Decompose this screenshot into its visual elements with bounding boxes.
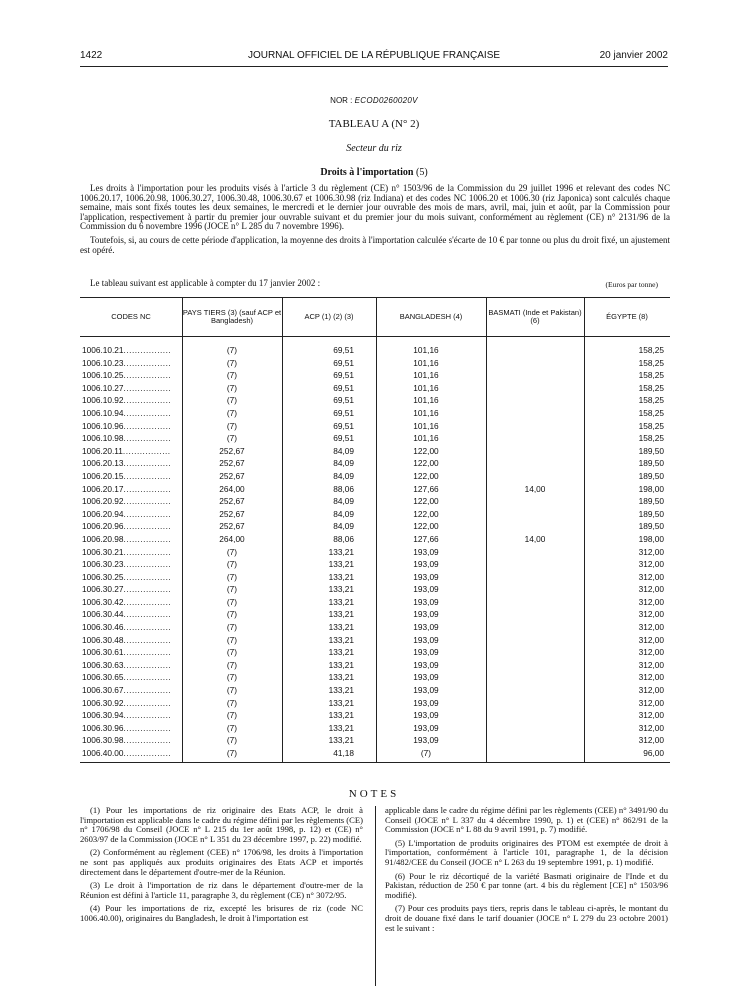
cell-egypt: 312,00 bbox=[638, 634, 664, 645]
intro-paragraph: Les droits à l'importation pour les produits visés à l'article 3 du règlement (CE) n° 1503/96 de la Commission du 29 juillet 1996 et relevant des codes NC 1006.20.17, 1006.20.98, 1006.30.27, 1006.30.48, 1006.30.67 et 1006.30.98 (riz Indiana) et des codes NC 1006.20 et 1006.30 (riz Japonica) sont calculés chaque semaine, mais sont fixés toutes les deux semaines, le mercredi et le dernier jour ouvrable des mois de mars, avril, mai, juin et août, par la Commission pour l'application, respectivement à partir du premier jour ouvrable suivant et du premier jour du mois suivant, conformément au règlement (CE) n° 2131/96 de la Commission du 6 novembre 1996 (JOCE n° L 285 du 7 novembre 1996). bbox=[80, 183, 670, 232]
cell-acp: 133,21 bbox=[328, 596, 354, 607]
table-intro-row bbox=[80, 278, 670, 288]
cell-egypt: 189,50 bbox=[638, 470, 664, 481]
cell-egypt: 198,00 bbox=[638, 483, 664, 494]
table-row bbox=[80, 709, 670, 722]
cell-third-countries: (7) bbox=[226, 584, 238, 595]
table-row bbox=[80, 734, 670, 747]
cell-code: 1006.10.92 ..... bbox=[82, 394, 170, 407]
section-heading bbox=[0, 167, 748, 178]
cell-third-countries: (7) bbox=[226, 672, 238, 683]
notes-title: NOTES bbox=[348, 788, 400, 800]
cell-acp: 88,06 bbox=[333, 483, 354, 494]
cell-third-countries: (7) bbox=[226, 622, 238, 633]
table-row bbox=[80, 470, 670, 483]
section-note: (5) bbox=[413, 167, 428, 178]
cell-egypt: 312,00 bbox=[638, 735, 664, 746]
cell-acp: 69,51 bbox=[333, 370, 354, 381]
table-row bbox=[80, 722, 670, 735]
cell-third-countries: (7) bbox=[226, 407, 238, 418]
cell-code: 1006.30.23 ..... bbox=[82, 558, 170, 571]
cell-egypt: 312,00 bbox=[638, 559, 664, 570]
cell-bangladesh: 193,09 bbox=[413, 571, 439, 582]
cell-code: 1006.20.15 ..... bbox=[82, 470, 170, 483]
cell-acp: 84,09 bbox=[333, 470, 354, 481]
cell-acp: 69,51 bbox=[333, 395, 354, 406]
cell-code: 1006.30.92 ..... bbox=[82, 697, 170, 710]
cell-bangladesh: 101,16 bbox=[413, 357, 439, 368]
table-row bbox=[80, 407, 670, 420]
cell-third-countries: (7) bbox=[226, 609, 238, 620]
cell-acp: 84,09 bbox=[333, 458, 354, 469]
cell-acp: 69,51 bbox=[333, 433, 354, 444]
col-header-basmati: BASMATI (Inde et Pakistan) (6) bbox=[488, 308, 582, 325]
cell-acp: 133,21 bbox=[328, 647, 354, 658]
cell-code: 1006.30.44 ..... bbox=[82, 608, 170, 621]
notes-right-column bbox=[385, 806, 668, 937]
cell-acp: 41,18 bbox=[333, 748, 354, 758]
cell-code: 1006.20.92 ..... bbox=[82, 495, 170, 508]
cell-egypt: 312,00 bbox=[638, 596, 664, 607]
cell-bangladesh: (7) bbox=[420, 748, 432, 758]
cell-third-countries: (7) bbox=[226, 735, 238, 746]
cell-bangladesh: 193,09 bbox=[413, 647, 439, 658]
cell-third-countries: (7) bbox=[226, 420, 238, 431]
cell-code: 1006.30.67 ..... bbox=[82, 684, 170, 697]
cell-egypt: 312,00 bbox=[638, 722, 664, 733]
cell-acp: 69,51 bbox=[333, 357, 354, 368]
cell-acp: 84,09 bbox=[333, 521, 354, 532]
table-intro: Le tableau suivant est applicable à compter du 17 janvier 2002 : bbox=[90, 278, 321, 288]
cell-code: 1006.10.27 ..... bbox=[82, 382, 170, 395]
cell-acp: 69,51 bbox=[333, 345, 354, 355]
cell-third-countries: (7) bbox=[226, 382, 238, 393]
cell-egypt: 189,50 bbox=[638, 445, 664, 456]
table-row bbox=[80, 357, 670, 370]
cell-bangladesh: 193,09 bbox=[413, 634, 439, 645]
table-row bbox=[80, 659, 670, 672]
cell-acp: 133,21 bbox=[328, 634, 354, 645]
cell-bangladesh: 122,00 bbox=[413, 458, 439, 469]
cell-third-countries: (7) bbox=[226, 395, 238, 406]
cell-third-countries: (7) bbox=[226, 748, 238, 758]
cell-acp: 133,21 bbox=[328, 571, 354, 582]
cell-basmati: 14,00 bbox=[524, 533, 546, 544]
cell-third-countries: 252,67 bbox=[219, 496, 245, 507]
table-row bbox=[80, 394, 670, 407]
cell-egypt: 312,00 bbox=[638, 685, 664, 696]
page-number: 1422 bbox=[80, 50, 103, 61]
cell-code: 1006.20.13 ..... bbox=[82, 457, 170, 470]
cell-bangladesh: 193,09 bbox=[413, 722, 439, 733]
cell-third-countries: 252,67 bbox=[219, 508, 245, 519]
cell-third-countries: 252,67 bbox=[219, 458, 245, 469]
cell-acp: 133,21 bbox=[328, 559, 354, 570]
cell-bangladesh: 193,09 bbox=[413, 622, 439, 633]
nor-code: ECOD0260020V bbox=[354, 96, 418, 105]
cell-code: 1006.30.21 ..... bbox=[82, 546, 170, 559]
table-title: TABLEAU A (N° 2) bbox=[328, 118, 420, 130]
cell-bangladesh: 127,66 bbox=[413, 533, 439, 544]
cell-code: 1006.10.23 ..... bbox=[82, 357, 170, 370]
cell-acp: 88,06 bbox=[333, 533, 354, 544]
cell-bangladesh: 122,00 bbox=[413, 496, 439, 507]
cell-bangladesh: 193,09 bbox=[413, 710, 439, 721]
column-divider bbox=[375, 806, 376, 986]
cell-egypt: 312,00 bbox=[638, 584, 664, 595]
cell-bangladesh: 122,00 bbox=[413, 445, 439, 456]
cell-bangladesh: 193,09 bbox=[413, 559, 439, 570]
cell-code: 1006.30.63 ..... bbox=[82, 659, 170, 672]
table-row bbox=[80, 747, 670, 760]
cell-code: 1006.30.94 ..... bbox=[82, 709, 170, 722]
cell-code: 1006.20.96 ..... bbox=[82, 520, 170, 533]
nor-label: NOR : bbox=[330, 96, 355, 105]
cell-bangladesh: 101,16 bbox=[413, 395, 439, 406]
table-row bbox=[80, 495, 670, 508]
cell-code: 1006.20.11 ..... bbox=[82, 445, 170, 458]
cell-egypt: 158,25 bbox=[638, 420, 664, 431]
cell-bangladesh: 193,09 bbox=[413, 609, 439, 620]
cell-third-countries: (7) bbox=[226, 345, 238, 355]
table-row bbox=[80, 432, 670, 445]
cell-third-countries: 264,00 bbox=[219, 533, 245, 544]
cell-code: 1006.30.48 ..... bbox=[82, 634, 170, 647]
cell-bangladesh: 193,09 bbox=[413, 584, 439, 595]
cell-acp: 133,21 bbox=[328, 546, 354, 557]
cell-egypt: 189,50 bbox=[638, 508, 664, 519]
table-row bbox=[80, 382, 670, 395]
note-paragraph: (7) Pour ces produits pays tiers, repris dans le tableau ci-après, le montant du droit de douane fixé dans le tarif douanier (JOCE n° L 279 du 23 octobre 2001) est le suivant : bbox=[385, 903, 668, 933]
table-row bbox=[80, 369, 670, 382]
cell-egypt: 312,00 bbox=[638, 571, 664, 582]
cell-egypt: 312,00 bbox=[638, 672, 664, 683]
cell-code: 1006.30.98 ..... bbox=[82, 734, 170, 747]
cell-egypt: 312,00 bbox=[638, 546, 664, 557]
table-row bbox=[80, 646, 670, 659]
cell-egypt: 189,50 bbox=[638, 496, 664, 507]
cell-egypt: 312,00 bbox=[638, 647, 664, 658]
table-body bbox=[80, 344, 670, 760]
table-row bbox=[80, 445, 670, 458]
cell-third-countries: (7) bbox=[226, 634, 238, 645]
cell-egypt: 96,00 bbox=[643, 748, 664, 758]
issue-date: 20 janvier 2002 bbox=[599, 50, 668, 61]
intro-paragraph: Toutefois, si, au cours de cette période d'application, la moyenne des droits à l'importation calculée s'écarte de 10 € par tonne ou plus du droit fixé, un ajustement est opéré. bbox=[80, 234, 670, 255]
intro-text bbox=[80, 184, 670, 255]
cell-third-countries: (7) bbox=[226, 546, 238, 557]
cell-egypt: 158,25 bbox=[638, 433, 664, 444]
unit-label: (Euros par tonne) bbox=[605, 280, 658, 289]
cell-code: 1006.20.94 ..... bbox=[82, 508, 170, 521]
cell-acp: 133,21 bbox=[328, 735, 354, 746]
cell-code: 1006.20.17 ..... bbox=[82, 483, 170, 496]
cell-acp: 69,51 bbox=[333, 382, 354, 393]
cell-bangladesh: 101,16 bbox=[413, 420, 439, 431]
cell-bangladesh: 122,00 bbox=[413, 508, 439, 519]
import-duties-table bbox=[80, 297, 670, 763]
cell-egypt: 312,00 bbox=[638, 710, 664, 721]
cell-code: 1006.40.00 ..... bbox=[82, 747, 170, 760]
cell-egypt: 158,25 bbox=[638, 382, 664, 393]
note-paragraph: (1) Pour les importations de riz originaire des Etats ACP, le droit à l'importation est applicable dans le cadre du régime défini par les règlements (CE) n° 1706/98 du Conseil (JOCE n° L 215 du 1er août 1998, p. 12) et (CE) n° 2603/97 de la Commission (JOCE n° L 351 du 23 décembre 1997, p. 22) modifié. bbox=[80, 805, 363, 844]
cell-third-countries: 252,67 bbox=[219, 445, 245, 456]
cell-third-countries: (7) bbox=[226, 559, 238, 570]
cell-egypt: 158,25 bbox=[638, 345, 664, 355]
table-row bbox=[80, 457, 670, 470]
table-row bbox=[80, 684, 670, 697]
cell-bangladesh: 122,00 bbox=[413, 470, 439, 481]
cell-third-countries: (7) bbox=[226, 685, 238, 696]
table-row bbox=[80, 671, 670, 684]
cell-egypt: 158,25 bbox=[638, 357, 664, 368]
cell-bangladesh: 101,16 bbox=[413, 382, 439, 393]
table-row bbox=[80, 558, 670, 571]
table-row bbox=[80, 546, 670, 559]
nor-reference bbox=[0, 96, 748, 105]
cell-bangladesh: 101,16 bbox=[413, 407, 439, 418]
cell-acp: 133,21 bbox=[328, 659, 354, 670]
cell-third-countries: (7) bbox=[226, 571, 238, 582]
cell-acp: 133,21 bbox=[328, 609, 354, 620]
cell-egypt: 189,50 bbox=[638, 458, 664, 469]
cell-code: 1006.30.65 ..... bbox=[82, 671, 170, 684]
cell-code: 1006.30.61 ..... bbox=[82, 646, 170, 659]
cell-basmati: 14,00 bbox=[524, 483, 546, 494]
cell-code: 1006.20.98 ..... bbox=[82, 533, 170, 546]
notes-left-column bbox=[80, 806, 363, 928]
table-row bbox=[80, 533, 670, 546]
cell-bangladesh: 127,66 bbox=[413, 483, 439, 494]
cell-bangladesh: 122,00 bbox=[413, 521, 439, 532]
cell-code: 1006.10.98 ..... bbox=[82, 432, 170, 445]
cell-third-countries: (7) bbox=[226, 596, 238, 607]
cell-acp: 133,21 bbox=[328, 722, 354, 733]
cell-code: 1006.30.42 ..... bbox=[82, 596, 170, 609]
cell-acp: 69,51 bbox=[333, 420, 354, 431]
cell-code: 1006.30.25 ..... bbox=[82, 571, 170, 584]
table-row bbox=[80, 508, 670, 521]
cell-third-countries: 264,00 bbox=[219, 483, 245, 494]
cell-bangladesh: 101,16 bbox=[413, 433, 439, 444]
table-row bbox=[80, 583, 670, 596]
cell-acp: 133,21 bbox=[328, 710, 354, 721]
cell-third-countries: (7) bbox=[226, 357, 238, 368]
cell-acp: 84,09 bbox=[333, 496, 354, 507]
cell-acp: 133,21 bbox=[328, 685, 354, 696]
table-row bbox=[80, 520, 670, 533]
table-row bbox=[80, 420, 670, 433]
cell-acp: 133,21 bbox=[328, 584, 354, 595]
cell-egypt: 158,25 bbox=[638, 407, 664, 418]
cell-bangladesh: 193,09 bbox=[413, 659, 439, 670]
cell-acp: 84,09 bbox=[333, 445, 354, 456]
cell-third-countries: (7) bbox=[226, 647, 238, 658]
cell-egypt: 312,00 bbox=[638, 622, 664, 633]
note-paragraph: (2) Conformément au règlement (CEE) n° 1706/98, les droits à l'importation ne sont pas appliqués aux produits originaires des Etats ACP et importés directement dans le département d'outre-mer de la Réunion. bbox=[80, 847, 363, 877]
table-row bbox=[80, 697, 670, 710]
col-header-third-countries: PAYS TIERS (3) (sauf ACP et Bangladesh) bbox=[182, 308, 282, 325]
cell-egypt: 189,50 bbox=[638, 521, 664, 532]
cell-code: 1006.10.21 ..... bbox=[82, 344, 170, 357]
table-row bbox=[80, 634, 670, 647]
table-row bbox=[80, 596, 670, 609]
journal-title: JOURNAL OFFICIEL DE LA RÉPUBLIQUE FRANÇAISE bbox=[247, 50, 501, 61]
cell-code: 1006.10.94 ..... bbox=[82, 407, 170, 420]
cell-third-countries: (7) bbox=[226, 433, 238, 444]
cell-third-countries: 252,67 bbox=[219, 521, 245, 532]
cell-code: 1006.10.25 ..... bbox=[82, 369, 170, 382]
cell-acp: 133,21 bbox=[328, 697, 354, 708]
note-paragraph: (5) L'importation de produits originaires des PTOM est exemptée de droit à l'importation, conformément à l'article 101, paragraphe 1, de la décision 91/482/CEE du Conseil (JOCE n° L 263 du 19 septembre 1991, p. 1) modifié. bbox=[385, 837, 668, 867]
note-paragraph: (3) Le droit à l'importation de riz dans le département d'outre-mer de la Réunion est défini à l'article 11, paragraphe 3, du règlement (CE) n° 3072/95. bbox=[80, 880, 363, 900]
note-paragraph: (6) Pour le riz décortiqué de la variété Basmati originaire de l'Inde et du Pakistan, réduction de 250 € par tonne (art. 4 bis du règlement [CE] n° 1503/96 modifié). bbox=[385, 870, 668, 900]
cell-bangladesh: 193,09 bbox=[413, 735, 439, 746]
table-header bbox=[80, 298, 670, 337]
section-title: Droits à l'importation bbox=[320, 167, 414, 178]
cell-bangladesh: 193,09 bbox=[413, 596, 439, 607]
col-header-bangladesh: BANGLADESH (4) bbox=[399, 312, 463, 321]
cell-bangladesh: 193,09 bbox=[413, 697, 439, 708]
note-paragraph: applicable dans le cadre du régime défini par les règlements (CEE) n° 3491/90 du Conseil (JOCE n° L 337 du 4 décembre 1990, p. 1) et (CEE) n° 862/91 de la Commission (JOCE n° L 88 du 9 avril 1991, p. 7) modifié. bbox=[385, 805, 668, 835]
cell-bangladesh: 193,09 bbox=[413, 546, 439, 557]
cell-egypt: 158,25 bbox=[638, 370, 664, 381]
note-paragraph: (4) Pour les importations de riz, excepté les brisures de riz (code NC 1006.40.00), originaires du Bangladesh, le droit à l'importation est bbox=[80, 903, 363, 923]
cell-acp: 69,51 bbox=[333, 407, 354, 418]
col-header-egypt: ÉGYPTE (8) bbox=[606, 312, 648, 321]
cell-egypt: 158,25 bbox=[638, 395, 664, 406]
cell-code: 1006.30.96 ..... bbox=[82, 722, 170, 735]
cell-bangladesh: 193,09 bbox=[413, 685, 439, 696]
sector-subtitle: Secteur du riz bbox=[346, 143, 402, 154]
cell-bangladesh: 101,16 bbox=[413, 345, 439, 355]
cell-egypt: 312,00 bbox=[638, 697, 664, 708]
cell-third-countries: (7) bbox=[226, 722, 238, 733]
cell-egypt: 312,00 bbox=[638, 659, 664, 670]
cell-third-countries: (7) bbox=[226, 370, 238, 381]
cell-bangladesh: 101,16 bbox=[413, 370, 439, 381]
cell-egypt: 198,00 bbox=[638, 533, 664, 544]
header-rule bbox=[80, 66, 668, 67]
col-header-acp: ACP (1) (2) (3) bbox=[304, 312, 354, 321]
cell-code: 1006.30.46 ..... bbox=[82, 621, 170, 634]
cell-acp: 133,21 bbox=[328, 622, 354, 633]
cell-third-countries: (7) bbox=[226, 697, 238, 708]
cell-third-countries: 252,67 bbox=[219, 470, 245, 481]
cell-code: 1006.30.27 ..... bbox=[82, 583, 170, 596]
table-row bbox=[80, 608, 670, 621]
table-row bbox=[80, 483, 670, 496]
cell-acp: 133,21 bbox=[328, 672, 354, 683]
table-row bbox=[80, 344, 670, 357]
cell-egypt: 312,00 bbox=[638, 609, 664, 620]
table-row bbox=[80, 571, 670, 584]
cell-code: 1006.10.96 ..... bbox=[82, 420, 170, 433]
cell-acp: 84,09 bbox=[333, 508, 354, 519]
table-row bbox=[80, 621, 670, 634]
col-header-codes: CODES NC bbox=[111, 312, 151, 321]
cell-bangladesh: 193,09 bbox=[413, 672, 439, 683]
cell-third-countries: (7) bbox=[226, 710, 238, 721]
cell-third-countries: (7) bbox=[226, 659, 238, 670]
